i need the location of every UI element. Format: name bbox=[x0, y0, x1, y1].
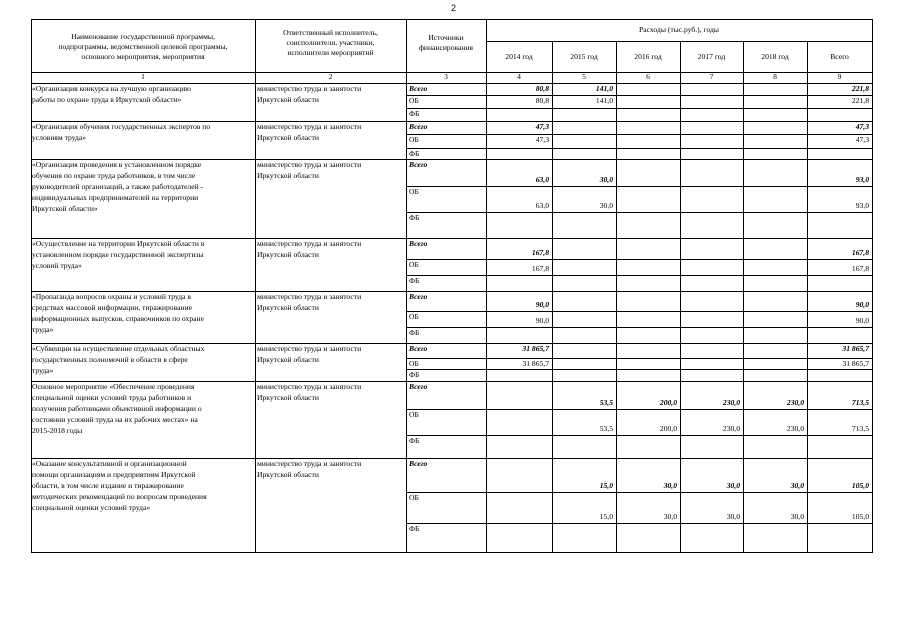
row-executor: министерство труда и занятости bbox=[257, 122, 362, 131]
row-name: установленном порядке государственной экспертизы bbox=[32, 250, 204, 259]
header-sources: Источники bbox=[428, 33, 464, 42]
value-ob: 90,0 bbox=[855, 316, 869, 325]
row-name: «Оказание консультативной и организационной bbox=[32, 459, 187, 468]
source-total: Всего bbox=[409, 459, 428, 468]
row-name: Основное мероприятие «Обеспечение проведения bbox=[32, 382, 195, 391]
column-border bbox=[406, 19, 407, 553]
row-name: методических рекомендаций по вопросам проведения bbox=[32, 492, 207, 501]
column-border bbox=[872, 19, 873, 553]
value-ob: 15,0 bbox=[599, 512, 613, 521]
value-ob: 167,8 bbox=[531, 264, 549, 273]
source-total: Всего bbox=[409, 84, 428, 93]
row-sub-divider bbox=[406, 311, 873, 312]
row-name: 2015-2018 годы bbox=[32, 426, 83, 435]
value-total: 30,0 bbox=[726, 481, 740, 490]
row-sub-divider bbox=[406, 358, 873, 359]
value-ob: 30,0 bbox=[790, 512, 804, 521]
row-executor: Иркутской области bbox=[257, 95, 319, 104]
row-name: обучения по охране труда работников, в том числе bbox=[32, 171, 196, 180]
header-year: 2016 год bbox=[634, 52, 662, 61]
source-total: Всего bbox=[409, 382, 428, 391]
row-executor: министерство труда и занятости bbox=[257, 344, 362, 353]
row-name: состоянии условий труда на их рабочих местах» на bbox=[32, 415, 198, 424]
column-border bbox=[807, 41, 808, 553]
row-name: помощи организациям и предприятиям Иркутской bbox=[32, 470, 196, 479]
value-total: 30,0 bbox=[790, 481, 804, 490]
column-number: 9 bbox=[837, 72, 842, 81]
value-ob: 105,0 bbox=[851, 512, 869, 521]
row-sub-divider bbox=[406, 259, 873, 260]
row-name: области, в том числе издание и тиражирование bbox=[32, 481, 184, 490]
source-ob: ОБ bbox=[409, 493, 419, 502]
row-name: специальной оценки условий труда работников и bbox=[32, 393, 192, 402]
value-total: 30,0 bbox=[599, 175, 613, 184]
header-program-name: подпрограммы, ведомственной целевой программы, bbox=[58, 42, 228, 51]
value-total: 200,0 bbox=[659, 398, 677, 407]
value-total: 167,8 bbox=[851, 248, 869, 257]
source-fb: ФБ bbox=[409, 436, 420, 445]
value-ob: 30,0 bbox=[599, 201, 613, 210]
column-border bbox=[616, 41, 617, 553]
header-executor: исполнители мероприятий bbox=[287, 48, 374, 57]
value-ob: 713,5 bbox=[851, 424, 869, 433]
row-name: индивидуальных предпринимателей на территории bbox=[32, 193, 199, 202]
row-executor: министерство труда и занятости bbox=[257, 382, 362, 391]
row-sub-divider bbox=[406, 275, 873, 276]
value-total: 47,3 bbox=[535, 122, 549, 131]
column-border bbox=[680, 41, 681, 553]
value-ob: 63,0 bbox=[535, 201, 549, 210]
row-executor: министерство труда и занятости bbox=[257, 292, 362, 301]
row-executor: Иркутской области bbox=[257, 250, 319, 259]
value-ob: 167,8 bbox=[851, 264, 869, 273]
row-name: «Организация конкурса на лучшую организацию bbox=[32, 84, 191, 93]
value-total: 221,8 bbox=[851, 84, 869, 93]
source-total: Всего bbox=[409, 122, 428, 131]
row-name: средствах массовой информации, тиражирование bbox=[32, 303, 192, 312]
row-name: государственных полномочий в области в сфере bbox=[32, 355, 188, 364]
value-ob: 47,3 bbox=[535, 135, 549, 144]
value-ob: 53,5 bbox=[599, 424, 613, 433]
value-ob: 30,0 bbox=[663, 512, 677, 521]
row-name: работы по охране труда в Иркутской области» bbox=[32, 95, 182, 104]
source-ob: ОБ bbox=[409, 312, 419, 321]
value-ob: 141,0 bbox=[595, 96, 613, 105]
row-sub-divider bbox=[406, 134, 873, 135]
row-name: труда» bbox=[32, 366, 54, 375]
value-ob: 221,8 bbox=[851, 96, 869, 105]
value-total: 230,0 bbox=[722, 398, 740, 407]
source-ob: ОБ bbox=[409, 260, 419, 269]
source-total: Всего bbox=[409, 344, 428, 353]
source-fb: ФБ bbox=[409, 276, 420, 285]
row-name: условий труда» bbox=[32, 261, 82, 270]
column-number: 4 bbox=[517, 72, 521, 81]
row-sub-divider bbox=[406, 186, 873, 187]
header-year: 2018 год bbox=[761, 52, 789, 61]
row-executor: министерство труда и занятости bbox=[257, 239, 362, 248]
source-total: Всего bbox=[409, 160, 428, 169]
row-sub-divider bbox=[406, 492, 873, 493]
source-fb: ФБ bbox=[409, 524, 420, 533]
value-total: 105,0 bbox=[851, 481, 869, 490]
value-total: 141,0 bbox=[595, 84, 613, 93]
row-sub-divider bbox=[406, 148, 873, 149]
value-total: 31 865,7 bbox=[522, 344, 549, 353]
row-name: Иркутской области» bbox=[32, 204, 98, 213]
row-executor: Иркутской области bbox=[257, 303, 319, 312]
row-name: «Организация проведения в установленном порядке bbox=[32, 160, 202, 169]
source-fb: ФБ bbox=[409, 370, 420, 379]
column-number: 8 bbox=[773, 72, 777, 81]
value-ob: 47,3 bbox=[855, 135, 869, 144]
value-total: 90,0 bbox=[855, 300, 869, 309]
row-executor: Иркутской области bbox=[257, 133, 319, 142]
value-ob: 31 865,7 bbox=[842, 359, 869, 368]
header-executor: соисполнители, участники, bbox=[286, 38, 375, 47]
source-fb: ФБ bbox=[409, 149, 420, 158]
row-executor: Иркутской области bbox=[257, 393, 319, 402]
source-total: Всего bbox=[409, 239, 428, 248]
column-number: 6 bbox=[646, 72, 650, 81]
header-program-name: основного мероприятия, мероприятия bbox=[81, 52, 205, 61]
value-ob: 80,8 bbox=[535, 96, 549, 105]
row-sub-divider bbox=[406, 435, 873, 436]
row-name: руководителей организаций, а также работодателей - bbox=[32, 182, 204, 191]
row-sub-divider bbox=[406, 523, 873, 524]
value-total: 15,0 bbox=[599, 481, 613, 490]
source-fb: ФБ bbox=[409, 109, 420, 118]
header-executor: Ответственный исполнитель, bbox=[283, 28, 378, 37]
row-name: «Субвенции на осуществление отдельных областных bbox=[32, 344, 205, 353]
value-ob: 230,0 bbox=[722, 424, 740, 433]
header-year: 2015 год bbox=[570, 52, 598, 61]
value-total: 713,5 bbox=[851, 398, 869, 407]
row-sub-divider bbox=[406, 212, 873, 213]
value-total: 53,5 bbox=[599, 398, 613, 407]
source-total: Всего bbox=[409, 292, 428, 301]
row-executor: министерство труда и занятости bbox=[257, 459, 362, 468]
header-year: Всего bbox=[830, 52, 849, 61]
value-ob: 200,0 bbox=[659, 424, 677, 433]
header-program-name: Наименование государственной программы, bbox=[71, 32, 215, 41]
source-fb: ФБ bbox=[409, 328, 420, 337]
value-total: 30,0 bbox=[663, 481, 677, 490]
column-border bbox=[255, 19, 256, 553]
value-total: 31 865,7 bbox=[842, 344, 869, 353]
value-ob: 230,0 bbox=[786, 424, 804, 433]
row-executor: Иркутской области bbox=[257, 355, 319, 364]
value-ob: 93,0 bbox=[855, 201, 869, 210]
column-border bbox=[743, 41, 744, 553]
value-total: 63,0 bbox=[535, 175, 549, 184]
row-executor: Иркутской области bbox=[257, 470, 319, 479]
table-top-border bbox=[31, 19, 873, 20]
header-sources: финансирования bbox=[419, 43, 473, 52]
row-name: «Организация обучения государственных экспертов по bbox=[32, 122, 211, 131]
row-executor: министерство труда и занятости bbox=[257, 84, 362, 93]
source-ob: ОБ bbox=[409, 135, 419, 144]
value-ob: 30,0 bbox=[726, 512, 740, 521]
source-ob: ОБ bbox=[409, 410, 419, 419]
column-number: 7 bbox=[709, 72, 714, 81]
value-total: 230,0 bbox=[786, 398, 804, 407]
value-total: 167,8 bbox=[531, 248, 549, 257]
value-ob: 31 865,7 bbox=[522, 359, 549, 368]
row-name: труда» bbox=[32, 325, 54, 334]
row-name: «Осуществление на территории Иркутской области в bbox=[32, 239, 205, 248]
column-number: 3 bbox=[444, 72, 448, 81]
row-name: получения работниками объективной информации о bbox=[32, 404, 202, 413]
row-name: специальной оценки условий труда» bbox=[32, 503, 151, 512]
source-fb: ФБ bbox=[409, 213, 420, 222]
row-sub-divider bbox=[406, 95, 873, 96]
column-number: 1 bbox=[141, 72, 145, 81]
value-total: 80,8 bbox=[535, 84, 549, 93]
column-number: 5 bbox=[582, 72, 586, 81]
column-number: 2 bbox=[328, 72, 333, 81]
row-sub-divider bbox=[406, 409, 873, 410]
page-number: 2 bbox=[451, 3, 457, 13]
row-name: условиям труда» bbox=[32, 133, 87, 142]
row-border bbox=[31, 552, 873, 553]
row-sub-divider bbox=[406, 108, 873, 109]
source-ob: ОБ bbox=[409, 96, 419, 105]
row-executor: Иркутской области bbox=[257, 171, 319, 180]
column-border bbox=[552, 41, 553, 553]
header-year: 2014 год bbox=[505, 52, 533, 61]
value-ob: 90,0 bbox=[535, 316, 549, 325]
header-expenses: Расходы (тыс.руб.), годы bbox=[639, 25, 719, 34]
row-sub-divider bbox=[406, 369, 873, 370]
row-sub-divider bbox=[406, 327, 873, 328]
row-executor: министерство труда и занятости bbox=[257, 160, 362, 169]
value-total: 90,0 bbox=[535, 300, 549, 309]
row-name: «Пропаганда вопросов охраны и условий труда в bbox=[32, 292, 191, 301]
row-name: информационных выпусков, справочников по охране bbox=[32, 314, 204, 323]
header-year: 2017 год bbox=[697, 52, 726, 61]
source-ob: ОБ bbox=[409, 187, 419, 196]
source-ob: ОБ bbox=[409, 359, 419, 368]
value-total: 47,3 bbox=[855, 122, 869, 131]
value-total: 93,0 bbox=[855, 175, 869, 184]
